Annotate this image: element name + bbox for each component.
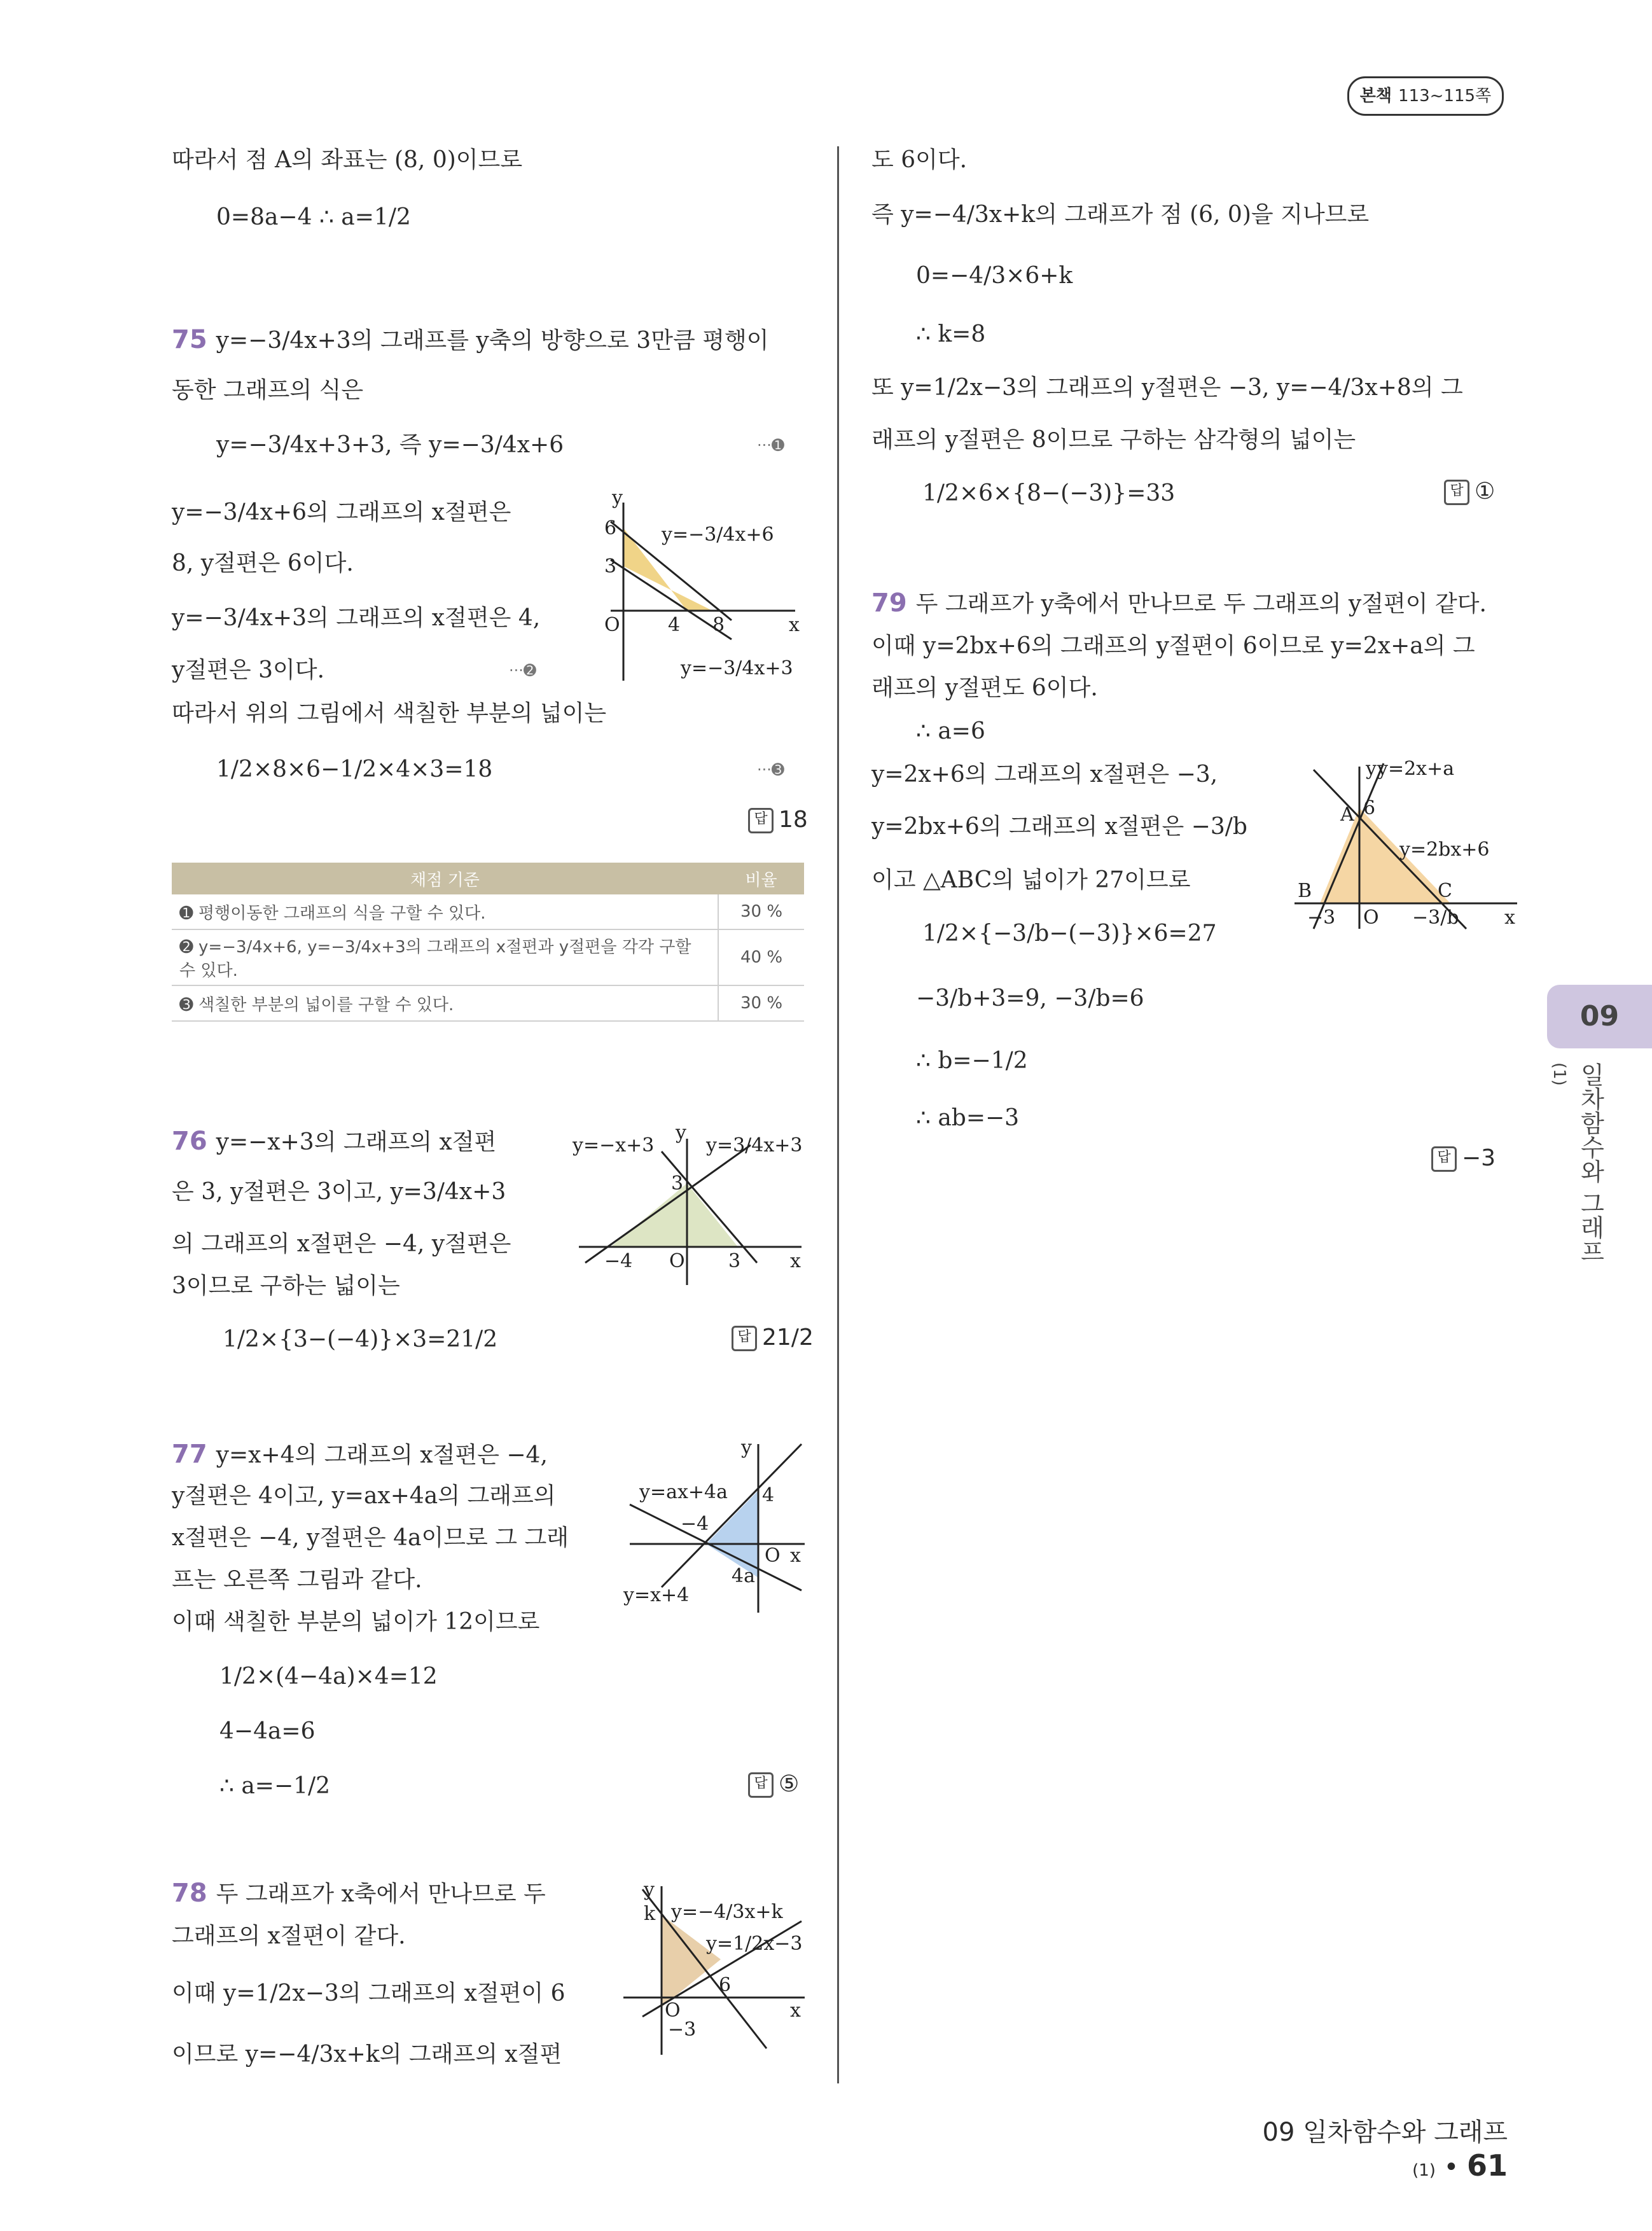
problem-76-line-1: 76 y=−x+3의 그래프의 x절편 xyxy=(172,1127,497,1156)
graph-79-tick-6: 6 xyxy=(1363,797,1376,819)
problem-79-line-9: −3/b+3=9, −3/b=6 xyxy=(916,985,1144,1011)
mark-3: ···➌ xyxy=(757,761,784,779)
problem-77-line-2: y절편은 4이고, y=ax+4a의 그래프의 xyxy=(172,1483,556,1509)
answer-78: 답 ① xyxy=(1444,478,1495,505)
problem-79-line-11: ∴ ab=−3 xyxy=(916,1105,1020,1131)
problem-78-line-3: 이때 y=1/2x−3의 그래프의 x절편이 6 xyxy=(172,1980,566,2006)
problem-78-cont-line-2: 즉 y=−4/3x+k의 그래프가 점 (6, 0)을 지나므로 xyxy=(871,202,1370,228)
answer-79: 답 −3 xyxy=(1431,1145,1496,1172)
problem-77-line-6: 1/2×(4−4a)×4=12 xyxy=(219,1664,438,1690)
graph-77 xyxy=(617,1435,808,1619)
answer-icon: 답 xyxy=(1444,480,1469,505)
page-range-badge xyxy=(1347,76,1504,116)
problem-76-line-4: 3이므로 구하는 넓이는 xyxy=(172,1273,400,1299)
graph-79-label-line2: y=2bx+6 xyxy=(1399,838,1490,861)
footer-part: (1) xyxy=(1412,2161,1436,2180)
problem-76-line-3: 의 그래프의 x절편은 −4, y절편은 xyxy=(172,1231,511,1257)
answer-77: 답 ⑤ xyxy=(748,1771,799,1798)
problem-75-line-1: 75 y=−3/4x+3의 그래프를 y축의 방향으로 3만큼 평행이 xyxy=(172,325,769,354)
graph-78-tick-neg3: −3 xyxy=(668,2019,697,2041)
graph-75-tick-3: 3 xyxy=(604,555,617,578)
problem-79-line-10: ∴ b=−1/2 xyxy=(916,1048,1028,1074)
graph-77-label-line2: y=x+4 xyxy=(623,1584,690,1606)
graph-77-label-line1: y=ax+4a xyxy=(639,1481,728,1503)
problem-77-line-3: x절편은 −4, y절편은 4a이므로 그 그래 xyxy=(172,1525,569,1551)
chapter-tab-part: (1) xyxy=(1550,1062,1569,1086)
page-footer: 09 일차함수와 그래프(1) • 61 xyxy=(1262,2118,1508,2183)
problem-78-cont-line-5: 또 y=1/2x−3의 그래프의 y절편은 −3, y=−4/3x+8의 그 xyxy=(871,375,1463,401)
graph-78-x-label: x xyxy=(790,1999,801,2022)
graph-78 xyxy=(617,1877,808,2061)
graph-79-point-B: B xyxy=(1298,880,1312,902)
graph-77-x-label: x xyxy=(790,1545,801,1567)
problem-76-number: 76 xyxy=(172,1127,207,1156)
ratio-header: 비율 xyxy=(718,863,804,894)
problem-75-line-2: 동한 그래프의 식은 xyxy=(172,377,364,403)
criteria-cell: ➊ 평행이동한 그래프의 식을 구할 수 있다. xyxy=(172,894,718,929)
badge-page-range: 113~115쪽 xyxy=(1398,87,1492,106)
graph-75-tick-8: 8 xyxy=(712,614,725,636)
ratio-cell: 30 % xyxy=(718,894,804,929)
problem-78-line-1: 78 두 그래프가 x축에서 만나므로 두 xyxy=(172,1879,546,1908)
problem-78-cont-line-6: 래프의 y절편은 8이므로 구하는 삼각형의 넓이는 xyxy=(871,427,1356,453)
graph-79-origin: O xyxy=(1363,907,1379,929)
graph-77-tick-4: 4 xyxy=(762,1484,775,1506)
problem-78-line-2: 그래프의 x절편이 같다. xyxy=(172,1923,406,1949)
graph-76 xyxy=(566,1126,808,1291)
graph-78-y-label: y xyxy=(644,1879,655,1901)
graph-78-origin: O xyxy=(665,1999,681,2022)
graph-78-label-line1: y=−4/3x+k xyxy=(671,1901,783,1923)
answer-icon: 답 xyxy=(748,1772,774,1798)
ratio-cell: 40 % xyxy=(718,929,804,985)
graph-79-tick-neg3b: −3/b xyxy=(1412,907,1459,929)
graph-75-x-label: x xyxy=(789,614,800,636)
graph-77-y-label: y xyxy=(741,1436,752,1459)
footer-chapter: 09 일차함수와 그래프 xyxy=(1262,2118,1508,2147)
graph-79-tick-neg3: −3 xyxy=(1307,907,1336,929)
graph-79-label-line1: y=2x+a xyxy=(1377,758,1455,780)
problem-75-line-9: 1/2×8×6−1/2×4×3=18 xyxy=(216,756,493,782)
problem-78-cont-line-7: 1/2×6×{8−(−3)}=33 xyxy=(922,480,1176,506)
graph-77-tick-4a: 4a xyxy=(732,1565,755,1587)
criteria-cell: ➌ 색칠한 부분의 넓이를 구할 수 있다. xyxy=(172,985,718,1021)
answer-icon: 답 xyxy=(732,1326,757,1351)
problem-75-line-4: y=−3/4x+6의 그래프의 x절편은 xyxy=(172,499,511,525)
graph-75-label-line2: y=−3/4x+3 xyxy=(681,657,793,679)
problem-75-line-5: 8, y절편은 6이다. xyxy=(172,550,354,576)
problem-79-line-2: 이때 y=2bx+6의 그래프의 y절편이 6이므로 y=2x+a의 그 xyxy=(871,633,1475,659)
problem-79-line-5: y=2x+6의 그래프의 x절편은 −3, xyxy=(871,761,1218,788)
answer-76: 답 21/2 xyxy=(732,1324,814,1351)
graph-75 xyxy=(585,490,808,700)
graph-76-tick-3x: 3 xyxy=(728,1250,741,1272)
graph-77-tick-neg4: −4 xyxy=(681,1513,709,1535)
problem-79-line-1: 79 두 그래프가 y축에서 만나므로 두 그래프의 y절편이 같다. xyxy=(871,588,1487,618)
graph-78-tick-k: k xyxy=(644,1903,656,1925)
problem-78-cont-line-1: 도 6이다. xyxy=(871,147,968,173)
problem-79-line-6: y=2bx+6의 그래프의 x절편은 −3/b xyxy=(871,814,1247,840)
table-row xyxy=(172,929,804,985)
problem-76-line-2: 은 3, y절편은 3이고, y=3/4x+3 xyxy=(172,1179,506,1205)
problem-78-number: 78 xyxy=(172,1879,207,1908)
graph-79-point-A: A xyxy=(1340,803,1354,826)
problem-76-line-5: 1/2×{3−(−4)}×3=21/2 xyxy=(223,1326,498,1352)
graph-79-x-label: x xyxy=(1504,907,1515,929)
scoring-criteria-table xyxy=(172,863,804,1022)
problem-75-number: 75 xyxy=(172,325,207,354)
graph-76-x-label: x xyxy=(790,1250,801,1272)
graph-76-label-line1: y=−x+3 xyxy=(573,1134,655,1157)
problem-77-line-5: 이때 색칠한 부분의 넓이가 12이므로 xyxy=(172,1609,540,1635)
problem-77-line-1: 77 y=x+4의 그래프의 x절편은 −4, xyxy=(172,1440,548,1469)
problem-78-cont-line-3: 0=−4/3×6+k xyxy=(916,263,1073,289)
intro-line-2: 0=8a−4 ∴ a=1/2 xyxy=(216,204,411,230)
intro-line-1: 따라서 점 A의 좌표는 (8, 0)이므로 xyxy=(172,147,523,173)
problem-79-line-8: 1/2×{−3/b−(−3)}×6=27 xyxy=(922,921,1217,947)
problem-79-line-3: 래프의 y절편도 6이다. xyxy=(871,675,1098,701)
problem-78-cont-line-4: ∴ k=8 xyxy=(916,321,986,347)
problem-78-line-4: 이므로 y=−4/3x+k의 그래프의 x절편 xyxy=(172,2041,562,2068)
graph-79-point-C: C xyxy=(1438,880,1452,902)
graph-78-tick-6: 6 xyxy=(719,1974,732,1996)
graph-76-label-line2: y=3/4x+3 xyxy=(706,1134,803,1157)
answer-icon: 답 xyxy=(1431,1146,1457,1172)
answer-75: 답 18 xyxy=(748,807,808,833)
problem-77-number: 77 xyxy=(172,1440,207,1469)
page-number: 61 xyxy=(1466,2148,1508,2183)
mark-1: ···➊ xyxy=(757,436,784,454)
chapter-tab-title: 일차함수와 그래프(1) xyxy=(1550,1062,1604,1264)
table-row xyxy=(172,894,804,929)
problem-75-line-3: y=−3/4x+3+3, 즉 y=−3/4x+6 xyxy=(216,432,564,458)
problem-79-line-7: 이고 △ABC의 넓이가 27이므로 xyxy=(871,867,1191,893)
graph-76-tick-3y: 3 xyxy=(671,1172,684,1195)
graph-79-y-label: y xyxy=(1366,758,1377,780)
shaded-region-78 xyxy=(662,1915,721,2007)
criteria-cell: ➋ y=−3/4x+6, y=−3/4x+3의 그래프의 x절편과 y절편을 각각 구할 수 있다. xyxy=(172,929,718,985)
graph-76-y-label: y xyxy=(676,1126,686,1144)
problem-77-line-4: 프는 오른쪽 그림과 같다. xyxy=(172,1567,422,1593)
problem-75-line-6: y=−3/4x+3의 그래프의 x절편은 4, xyxy=(172,605,541,631)
problem-79-number: 79 xyxy=(871,588,907,618)
graph-76-origin: O xyxy=(669,1250,685,1272)
graph-75-tick-6: 6 xyxy=(604,517,617,539)
chapter-tab-number: 09 xyxy=(1579,1000,1620,1032)
table-row xyxy=(172,985,804,1021)
graph-75-tick-4: 4 xyxy=(668,614,681,636)
graph-76-tick-neg4: −4 xyxy=(604,1250,633,1272)
problem-75-line-8: 따라서 위의 그림에서 색칠한 부분의 넓이는 xyxy=(172,700,607,726)
criteria-header: 채점 기준 xyxy=(172,863,718,894)
mark-2: ···➋ xyxy=(509,662,536,679)
badge-book-label: 본책 xyxy=(1359,87,1392,106)
column-divider xyxy=(837,146,839,2083)
graph-75-y-label: y xyxy=(612,490,623,509)
problem-77-line-8: ∴ a=−1/2 xyxy=(219,1773,331,1799)
problem-79-line-4: ∴ a=6 xyxy=(916,718,985,744)
graph-75-label-line1: y=−3/4x+6 xyxy=(662,524,774,546)
ratio-cell: 30 % xyxy=(718,985,804,1021)
answer-icon: 답 xyxy=(748,808,774,833)
graph-75-origin: O xyxy=(604,614,620,636)
problem-77-line-7: 4−4a=6 xyxy=(219,1718,316,1744)
graph-78-label-line2: y=1/2x−3 xyxy=(706,1933,803,1955)
graph-77-origin: O xyxy=(765,1545,781,1567)
graph-79 xyxy=(1288,757,1524,948)
problem-75-line-7: y절편은 3이다. xyxy=(172,657,325,683)
